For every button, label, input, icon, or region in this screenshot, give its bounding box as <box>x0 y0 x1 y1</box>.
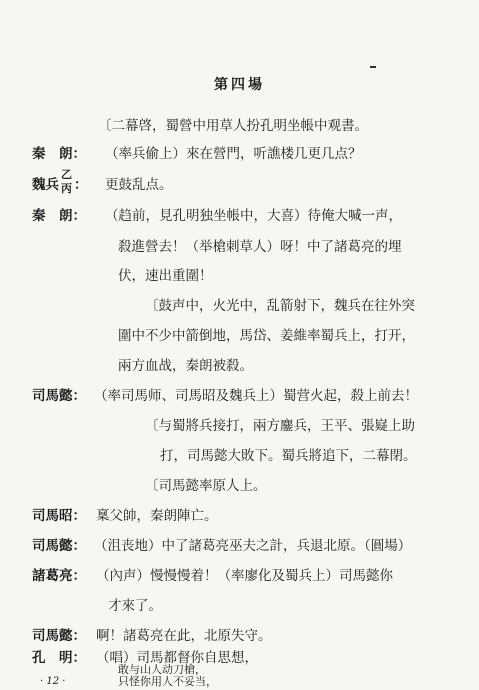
print-mark <box>370 66 376 68</box>
dialogue-line: 更鼓乱点。 <box>105 177 173 193</box>
dialogue-line: （率司馬师、司馬昭及魏兵上）蜀营火起，殺上前去！ <box>94 388 418 404</box>
speaker-wei-bing-sub: 丙 <box>61 182 72 195</box>
dialogue-line: 只怪你用人不妥当， <box>118 675 217 688</box>
stage-direction-line: 〔司馬懿率原人上。 <box>145 478 267 494</box>
dialogue-line: （沮丧地）中了諸葛亮巫夫之計，兵退北原。（圓場） <box>94 538 412 554</box>
speaker-wei-bing-sup: 乙 <box>61 168 72 181</box>
page-number: · 12 · <box>40 676 66 687</box>
scene-title: 第四場 <box>214 77 265 93</box>
speaker-wei-bing-colon: ： <box>74 177 88 193</box>
stage-direction-line: 打，司馬懿大敗下。蜀兵將追下，二幕閉。 <box>160 448 417 464</box>
dialogue-line: 啊！諸葛亮在此，北原失守。 <box>96 628 272 644</box>
dialogue-line: 稟父帥，秦朗陣亡。 <box>96 508 218 524</box>
dialogue-line: 敢与山人动刀槍， <box>118 663 206 676</box>
dialogue-line: （唱）司馬都督你自思想， <box>96 650 258 666</box>
speaker-wei-bing-base: 魏兵 <box>32 177 59 193</box>
dialogue-line: 伏，速出重圍！ <box>118 268 213 284</box>
stage-direction-opening: 〔二幕啓，蜀營中用草人扮孔明坐帳中观書。 <box>98 118 368 134</box>
stage-direction-line: 〔鼓声中，火光中，乱箭射下，魏兵在往外突 <box>145 298 415 314</box>
speaker-sima-yi: 司馬懿： <box>32 538 86 554</box>
dialogue-line: （率兵偷上）來在營門，听譙楼几更几点？ <box>105 146 362 162</box>
stage-direction-line: 圍中不少中箭倒地，馬岱、姜維率蜀兵上，打开， <box>118 328 415 344</box>
speaker-sima-yi: 司馬懿： <box>32 388 86 404</box>
stage-direction-line: 兩方血战，秦朗被殺。 <box>118 358 253 374</box>
speaker-qin-lang: 秦 朗： <box>32 146 86 162</box>
speaker-kong-ming: 孔 明： <box>32 650 86 666</box>
dialogue-line: 才來了。 <box>108 598 162 614</box>
speaker-wei-bing <box>32 168 92 197</box>
stage-direction-line: 〔与蜀將兵接打，兩方鏖兵，王平、張嶷上助 <box>145 418 415 434</box>
speaker-qin-lang: 秦 朗： <box>32 208 86 224</box>
speaker-sima-yi: 司馬懿： <box>32 628 86 644</box>
dialogue-line: 殺進營去！（举槍刺草人）呀！中了諸葛亮的埋 <box>118 239 402 255</box>
speaker-sima-zhao: 司馬昭： <box>32 508 86 524</box>
dialogue-line: （趋前，見孔明独坐帳中，大喜）待俺大喊一声， <box>105 208 402 224</box>
dialogue-line: （內声）慢慢慢着！（率廖化及蜀兵上）司馬懿你 <box>96 568 393 584</box>
speaker-zhuge-liang: 諸葛亮： <box>32 568 86 584</box>
